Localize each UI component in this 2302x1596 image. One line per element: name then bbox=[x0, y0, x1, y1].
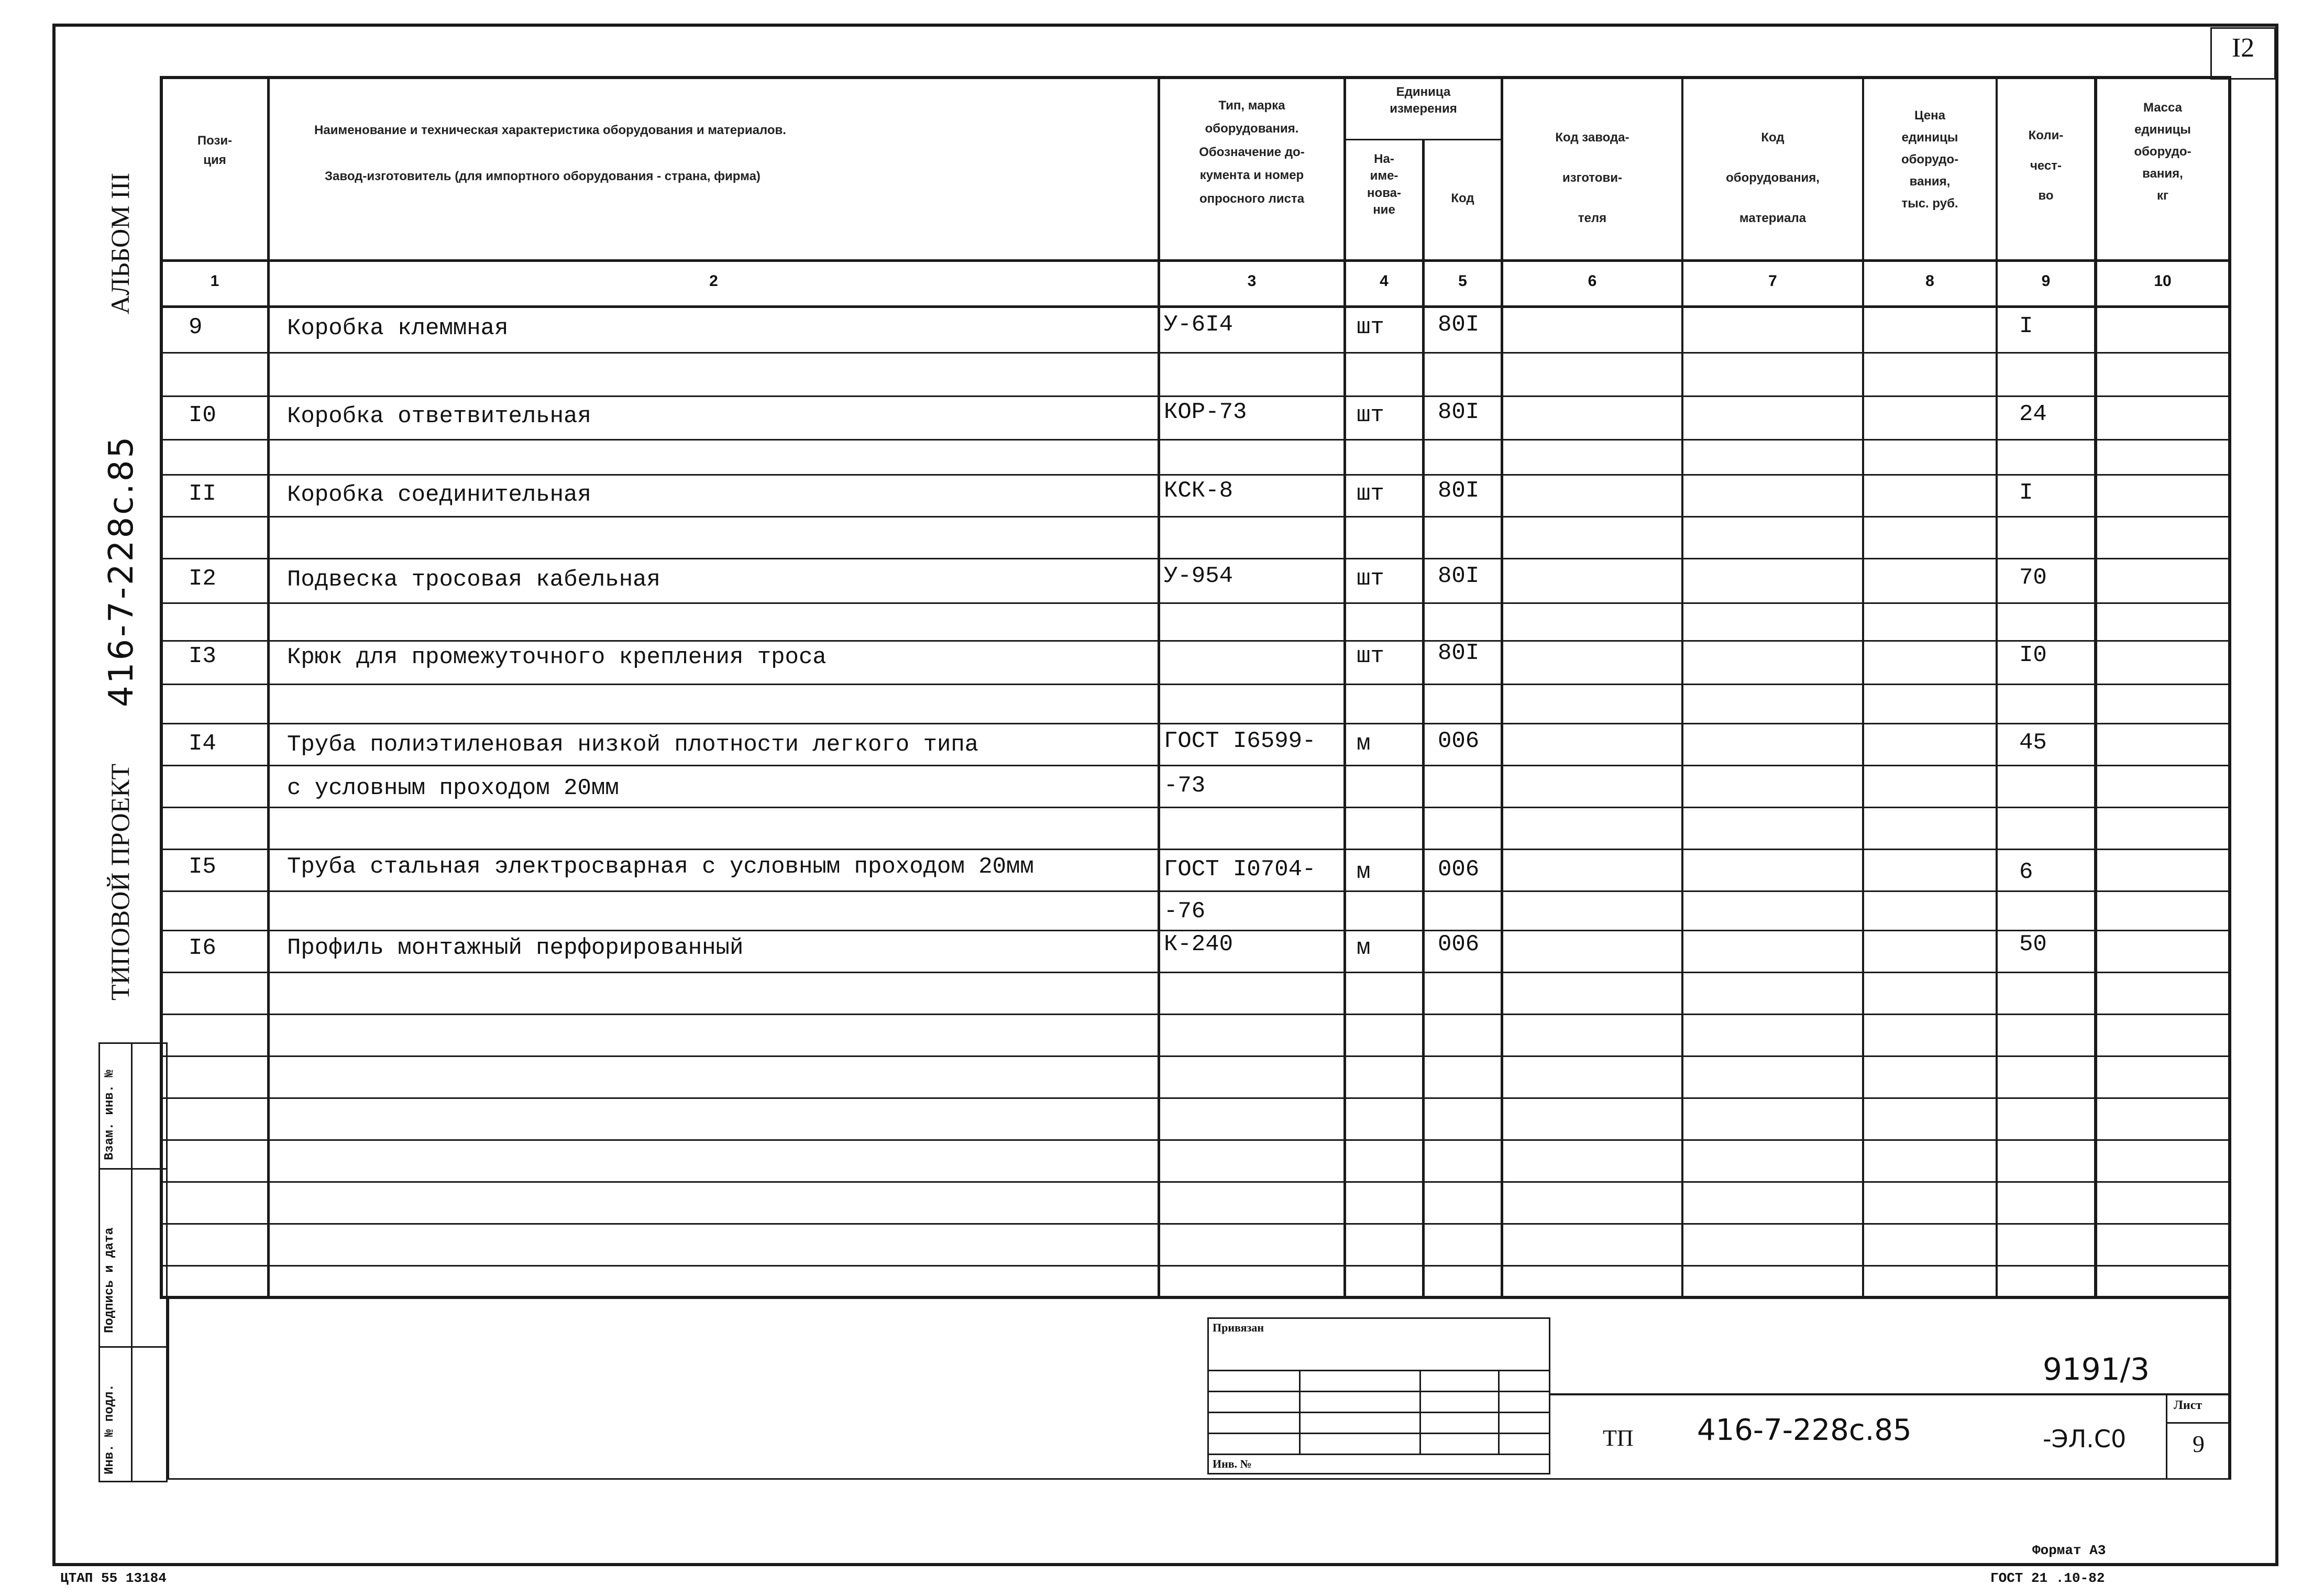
row-quantity: 45 bbox=[2019, 730, 2047, 756]
row-position: I6 bbox=[189, 935, 216, 961]
row-name: Крюк для промежуточного крепления троса bbox=[287, 644, 827, 670]
row-name: Подвеска тросовая кабельная bbox=[287, 567, 660, 593]
row-quantity: I0 bbox=[2019, 642, 2047, 668]
row-name: Труба полиэтиленовая низкой плотности легкого типа bbox=[287, 732, 979, 758]
header-unit-code: Код bbox=[1451, 191, 1474, 205]
header-name-line1: Наименование и техническая характеристика оборудования и материалов. bbox=[314, 123, 786, 137]
row-position: I4 bbox=[189, 731, 216, 757]
row-quantity: 6 bbox=[2019, 859, 2033, 885]
row-type: КСК-8 bbox=[1164, 478, 1233, 504]
row-name: Коробка соединительная bbox=[287, 482, 591, 508]
header-name-line2: Завод-изготовитель (для импортного оборудования - страна, фирма) bbox=[325, 169, 761, 183]
row-unit-code: 80I bbox=[1438, 399, 1480, 425]
header-factory-code: Код завода- изготови- теля bbox=[1555, 130, 1629, 225]
footer-left-code: ЦТАП 55 13184 bbox=[60, 1570, 167, 1586]
inv-number-label: Инв. № bbox=[1213, 1457, 1252, 1470]
col-num-4: 4 bbox=[1380, 272, 1389, 290]
row-unit: м bbox=[1357, 859, 1371, 885]
stamp-label-signature-date: Подпись и дата bbox=[103, 1227, 117, 1333]
sheet-label: Лист bbox=[2174, 1399, 2202, 1412]
row-quantity: 50 bbox=[2019, 931, 2047, 957]
row-unit: м bbox=[1357, 935, 1371, 961]
row-unit-code: 80I bbox=[1438, 640, 1480, 666]
table-right-extension bbox=[2228, 76, 2231, 1480]
header-price: Цена единицы оборудо- вания, тыс. руб. bbox=[1901, 108, 1959, 211]
row-type: КОР-73 bbox=[1164, 399, 1247, 425]
row-unit-code: 80I bbox=[1438, 563, 1480, 589]
document-suffix: -ЭЛ.С0 bbox=[2043, 1425, 2127, 1453]
row-unit-code: 006 bbox=[1438, 931, 1480, 957]
row-unit-code: 006 bbox=[1438, 728, 1480, 754]
col-num-10: 10 bbox=[2154, 272, 2172, 290]
col-num-7: 7 bbox=[1768, 272, 1777, 290]
row-name: Коробка ответвительная bbox=[287, 403, 591, 430]
header-equipment-code: Код оборудования, материала bbox=[1726, 130, 1820, 225]
col-num-6: 6 bbox=[1588, 272, 1597, 290]
row-unit-code: 006 bbox=[1438, 856, 1480, 883]
header-position: Пози- ция bbox=[197, 134, 233, 168]
row-name: Коробка клеммная bbox=[287, 315, 509, 342]
footer-format: Формат А3 bbox=[2032, 1543, 2106, 1558]
stamp-label-replaced-inv: Взам. инв. № bbox=[103, 1070, 117, 1160]
row-position: II bbox=[189, 481, 216, 507]
row-unit: шт bbox=[1357, 643, 1384, 669]
row-unit-code: 80I bbox=[1438, 478, 1480, 504]
row-quantity: 70 bbox=[2019, 565, 2047, 591]
col-num-9: 9 bbox=[2041, 272, 2051, 290]
side-project-code: 416-7-228с.85 bbox=[102, 434, 141, 707]
col-num-5: 5 bbox=[1458, 272, 1467, 290]
row-type: ГОСТ I6599- bbox=[1164, 728, 1316, 754]
row-name-continued: с условным проходом 20мм bbox=[287, 775, 619, 801]
col-num-1: 1 bbox=[210, 272, 219, 290]
row-unit-code: 80I bbox=[1438, 312, 1480, 338]
header-type: Тип, марка оборудования. Обозначение до- кумента и номер опросного листа bbox=[1199, 98, 1305, 206]
copied-label: Привязан bbox=[1213, 1321, 1264, 1334]
row-position: I3 bbox=[189, 643, 216, 669]
tp-label: ТП bbox=[1603, 1425, 1634, 1451]
row-type-continued: -73 bbox=[1164, 773, 1206, 799]
row-type: ГОСТ I0704- bbox=[1164, 856, 1316, 883]
row-unit: шт bbox=[1357, 566, 1384, 592]
header-unit-name: На- име- нова- ние bbox=[1367, 152, 1401, 217]
row-type: У-6I4 bbox=[1164, 312, 1233, 338]
page-number: I2 bbox=[2231, 33, 2255, 63]
header-unit-group: Единица измерения bbox=[1390, 85, 1457, 116]
document-code: 416-7-228с.85 bbox=[1697, 1413, 1912, 1447]
row-name: Труба стальная электросварная с условным проходом 20мм bbox=[287, 854, 1034, 880]
col-num-3: 3 bbox=[1247, 272, 1257, 290]
row-quantity: 24 bbox=[2019, 401, 2047, 427]
row-unit: м bbox=[1357, 731, 1371, 757]
col-num-8: 8 bbox=[1925, 272, 1934, 290]
row-position: I0 bbox=[189, 402, 216, 428]
row-quantity: I bbox=[2019, 313, 2033, 339]
row-position: 9 bbox=[189, 314, 203, 340]
row-unit: шт bbox=[1357, 314, 1384, 340]
header-mass: Масса единицы оборудо- вания, кг bbox=[2134, 101, 2191, 203]
stamp-label-original-inv: Инв. № подл. bbox=[103, 1384, 117, 1474]
row-position: I2 bbox=[189, 566, 216, 592]
archive-number: 9191/3 bbox=[2043, 1351, 2150, 1387]
sheet-number: 9 bbox=[2193, 1430, 2205, 1457]
row-position: I5 bbox=[189, 854, 216, 880]
row-type: У-954 bbox=[1164, 563, 1233, 589]
row-type-continued: -76 bbox=[1164, 898, 1206, 924]
row-name: Профиль монтажный перфорированный bbox=[287, 935, 744, 961]
row-unit: шт bbox=[1357, 481, 1384, 507]
column-number-line bbox=[160, 305, 2231, 308]
col-num-2: 2 bbox=[709, 272, 718, 290]
footer-gost: ГОСТ 21 .10-82 bbox=[1990, 1570, 2105, 1586]
row-quantity: I bbox=[2019, 480, 2033, 506]
header-quantity: Коли- чест- во bbox=[2028, 128, 2064, 203]
header-bottom-line bbox=[160, 259, 2231, 262]
row-type: К-240 bbox=[1164, 931, 1233, 957]
title-block-area bbox=[168, 1299, 2231, 1480]
row-unit: шт bbox=[1357, 402, 1384, 428]
project-type-label: ТИПОВОЙ ПРОЕКТ bbox=[105, 763, 135, 1000]
album-label: АЛЬБОМ III bbox=[105, 172, 135, 314]
